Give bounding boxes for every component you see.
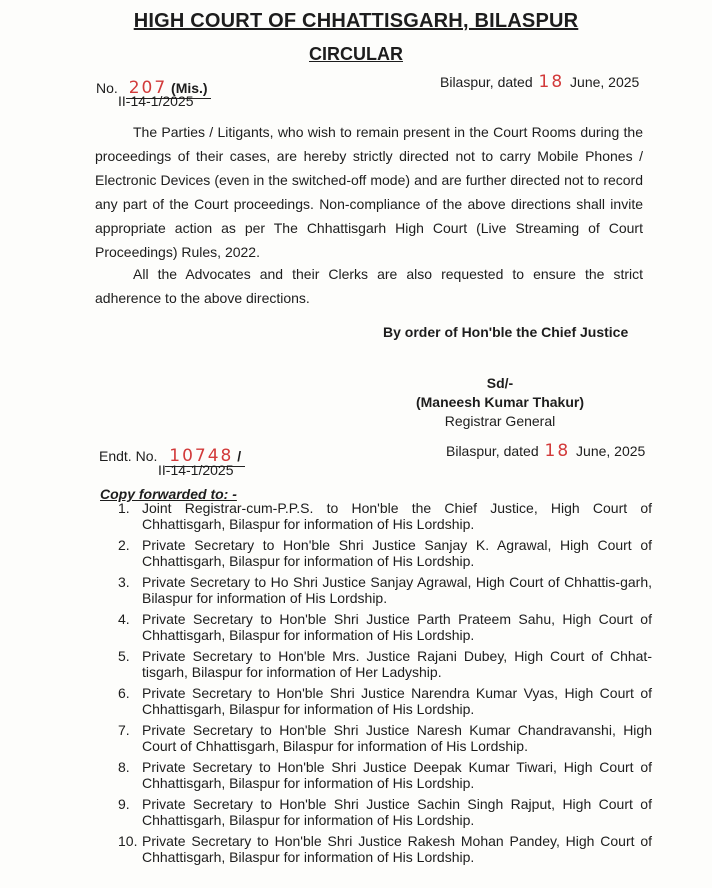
body-paragraph-1: The Parties / Litigants, who wish to remain present in the Court Rooms during the proceedings of their cases, are hereby strictly directed not to carry Mobile Phones / Electronic Devices (even in the switched-off mode) and are further directed not to record any part of the Court proceedings. Non-compliance of the above directions shall invite appropriate action as per The Chhattisgarh High Court (Live Streaming of Court Proceedings) Rules, 2022. bbox=[95, 124, 643, 260]
circular-no-label: No. bbox=[96, 80, 118, 96]
copy-item-number: 2. bbox=[118, 537, 130, 553]
copy-list-item bbox=[118, 833, 652, 865]
copy-list-item bbox=[118, 500, 652, 532]
endorsement-place-dated: Bilaspur, dated bbox=[446, 443, 539, 459]
copy-list-item bbox=[118, 574, 652, 606]
endorsement-day: 18 bbox=[544, 441, 571, 461]
copy-item-text: Private Secretary to Ho Shri Justice Sanjay Agrawal, High Court of Chhattis-garh, Bilaspur for information of His Lordship. bbox=[142, 574, 652, 606]
copy-list-item bbox=[118, 611, 652, 643]
endorsement-date bbox=[446, 441, 645, 461]
endorsement-label: Endt. No. bbox=[99, 448, 158, 464]
copy-item-text: Private Secretary to Hon'ble Shri Justice Sanjay K. Agrawal, High Court of Chhattisgarh, Bilaspur for information of His Lordship. bbox=[142, 537, 652, 569]
endorsement-month-year: June, 2025 bbox=[576, 443, 646, 459]
copy-item-text: Private Secretary to Hon'ble Shri Justice Deepak Kumar Tiwari, High Court of Chhattisgarh, Bilaspur for information of His Lordship. bbox=[142, 759, 652, 791]
copy-item-text: Private Secretary to Hon'ble Shri Justice Rakesh Mohan Pandey, High Court of Chhattisgarh, Bilaspur for information of His Lordship. bbox=[142, 833, 652, 865]
circular-month-year: June, 2025 bbox=[570, 74, 640, 90]
circular-no-value: 207 bbox=[128, 78, 168, 98]
order-line: By order of Hon'ble the Chief Justice bbox=[383, 324, 629, 340]
signatory-name: (Maneesh Kumar Thakur) bbox=[415, 394, 585, 410]
copy-item-text: Private Secretary to Hon'ble Shri Justice Narendra Kumar Vyas, High Court of Chhattisgarh, Bilaspur for information of His Lordship. bbox=[142, 685, 652, 717]
circular-heading: CIRCULAR bbox=[309, 44, 403, 64]
signature-block bbox=[380, 374, 620, 431]
signatory-designation: Registrar General bbox=[444, 413, 556, 429]
copy-item-number: 5. bbox=[118, 648, 130, 664]
copy-item-text: Private Secretary to Hon'ble Mrs. Justice Rajani Dubey, High Court of Chhat-tisgarh, Bilaspur for information of Her Ladyship. bbox=[142, 648, 652, 680]
circular-file-ref: II-14-1/2025 bbox=[118, 93, 194, 109]
copy-list-item bbox=[118, 759, 652, 791]
circular-no-suffix: (Mis.) bbox=[171, 80, 208, 96]
endorsement-no-value: 10748 bbox=[169, 446, 234, 466]
copy-item-text: Private Secretary to Hon'ble Shri Justice Sachin Singh Rajput, High Court of Chhattisgarh, Bilaspur for information of His Lordship. bbox=[142, 796, 652, 828]
copy-list-item bbox=[118, 722, 652, 754]
copy-item-number: 10. bbox=[118, 833, 138, 849]
copy-item-number: 7. bbox=[118, 722, 130, 738]
copy-item-text: Private Secretary to Hon'ble Shri Justice Naresh Kumar Chandravanshi, High Court of Chhattisgarh, Bilaspur for information of His Lordship. bbox=[142, 722, 652, 754]
endorsement-slash: / bbox=[237, 448, 242, 464]
copy-item-number: 4. bbox=[118, 611, 130, 627]
body-paragraph-2: All the Advocates and their Clerks are also requested to ensure the strict adherence to the above directions. bbox=[95, 266, 643, 306]
circular-date bbox=[440, 72, 639, 92]
court-title: HIGH COURT OF CHHATTISGARH, BILASPUR bbox=[133, 10, 579, 32]
circular-day: 18 bbox=[538, 72, 565, 92]
copy-item-text: Private Secretary to Hon'ble Shri Justice Parth Prateem Sahu, High Court of Chhattisgarh, Bilaspur for information of His Lordship. bbox=[142, 611, 652, 643]
copy-item-number: 9. bbox=[118, 796, 130, 812]
copy-list-item bbox=[118, 648, 652, 680]
copy-list-item bbox=[118, 685, 652, 717]
copy-item-text: Joint Registrar-cum-P.P.S. to Hon'ble the Chief Justice, High Court of Chhattisgarh, Bilaspur for information of His Lordship. bbox=[142, 500, 652, 532]
copy-forwarded-heading: Copy forwarded to: - bbox=[100, 486, 237, 502]
copy-item-number: 3. bbox=[118, 574, 130, 590]
copy-forwarded-list bbox=[118, 500, 652, 870]
copy-list-item bbox=[118, 537, 652, 569]
copy-item-number: 6. bbox=[118, 685, 130, 701]
copy-list-item bbox=[118, 796, 652, 828]
endorsement-file-ref: II-14-1/2025 bbox=[158, 462, 234, 478]
copy-item-number: 8. bbox=[118, 759, 130, 775]
signature-sd: Sd/- bbox=[486, 375, 514, 391]
circular-place-dated: Bilaspur, dated bbox=[440, 74, 533, 90]
copy-item-number: 1. bbox=[118, 500, 130, 516]
